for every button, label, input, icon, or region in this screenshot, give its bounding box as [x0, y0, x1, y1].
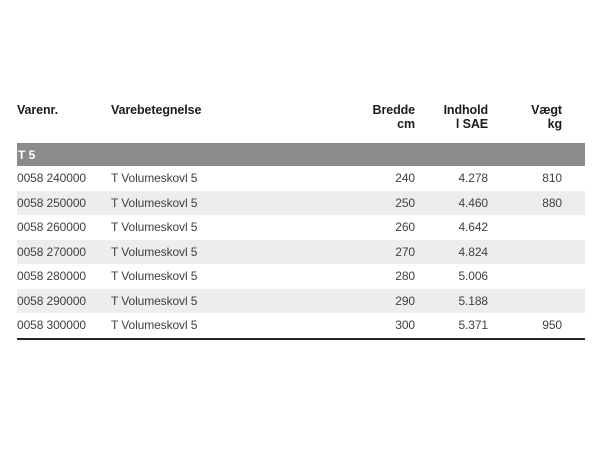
cell-indhold: 5.006 — [458, 269, 488, 284]
cell-bredde: 300 — [395, 318, 415, 333]
cell-varenr: 0058 290000 — [17, 293, 86, 308]
cell-bredde: 260 — [395, 220, 415, 235]
section-band — [17, 143, 585, 166]
cell-vaegt: 950 — [542, 318, 562, 333]
cell-vaegt: 880 — [542, 195, 562, 210]
cell-indhold: 4.460 — [458, 195, 488, 210]
cell-indhold: 4.278 — [458, 171, 488, 186]
cell-varebetegnelse: T Volumeskovl 5 — [111, 195, 198, 210]
table-body — [17, 166, 585, 340]
product-spec-table — [17, 103, 585, 340]
table-row — [17, 240, 585, 265]
table-row — [17, 191, 585, 216]
col-header-label: Varebetegnelse — [111, 103, 202, 117]
cell-varenr: 0058 240000 — [17, 171, 86, 186]
cell-varenr: 0058 270000 — [17, 244, 86, 259]
col-header-varebetegnelse — [111, 103, 320, 131]
col-header-varenr — [17, 103, 111, 131]
col-header-unit: cm — [397, 117, 415, 131]
cell-varebetegnelse: T Volumeskovl 5 — [111, 171, 198, 186]
cell-varebetegnelse: T Volumeskovl 5 — [111, 318, 198, 333]
cell-indhold: 5.371 — [458, 318, 488, 333]
cell-indhold: 4.642 — [458, 220, 488, 235]
header-spacer — [562, 103, 585, 131]
col-header-vaegt — [488, 103, 562, 131]
cell-indhold: 4.824 — [458, 244, 488, 259]
cell-indhold: 5.188 — [458, 293, 488, 308]
table-row — [17, 264, 585, 289]
table-row — [17, 289, 585, 314]
cell-bredde: 250 — [395, 195, 415, 210]
cell-varenr: 0058 250000 — [17, 195, 86, 210]
cell-varenr: 0058 280000 — [17, 269, 86, 284]
col-header-unit: kg — [547, 117, 562, 131]
cell-varebetegnelse: T Volumeskovl 5 — [111, 244, 198, 259]
table-row — [17, 215, 585, 240]
cell-bredde: 240 — [395, 171, 415, 186]
cell-varebetegnelse: T Volumeskovl 5 — [111, 293, 198, 308]
cell-varebetegnelse: T Volumeskovl 5 — [111, 220, 198, 235]
col-header-label: Indhold — [443, 103, 488, 117]
cell-vaegt: 810 — [542, 171, 562, 186]
table-row — [17, 313, 585, 338]
cell-bredde: 290 — [395, 293, 415, 308]
cell-bredde: 280 — [395, 269, 415, 284]
col-header-indhold — [415, 103, 488, 131]
cell-varenr: 0058 300000 — [17, 318, 86, 333]
col-header-unit: l SAE — [455, 117, 488, 131]
col-header-label: Bredde — [372, 103, 415, 117]
col-header-bredde — [320, 103, 415, 131]
table-header — [17, 103, 585, 131]
table-row — [17, 166, 585, 191]
col-header-label: Varenr. — [17, 103, 58, 117]
section-band-label: T 5 — [18, 147, 36, 162]
cell-bredde: 270 — [395, 244, 415, 259]
cell-varebetegnelse: T Volumeskovl 5 — [111, 269, 198, 284]
cell-varenr: 0058 260000 — [17, 220, 86, 235]
col-header-label: Vægt — [531, 103, 562, 117]
